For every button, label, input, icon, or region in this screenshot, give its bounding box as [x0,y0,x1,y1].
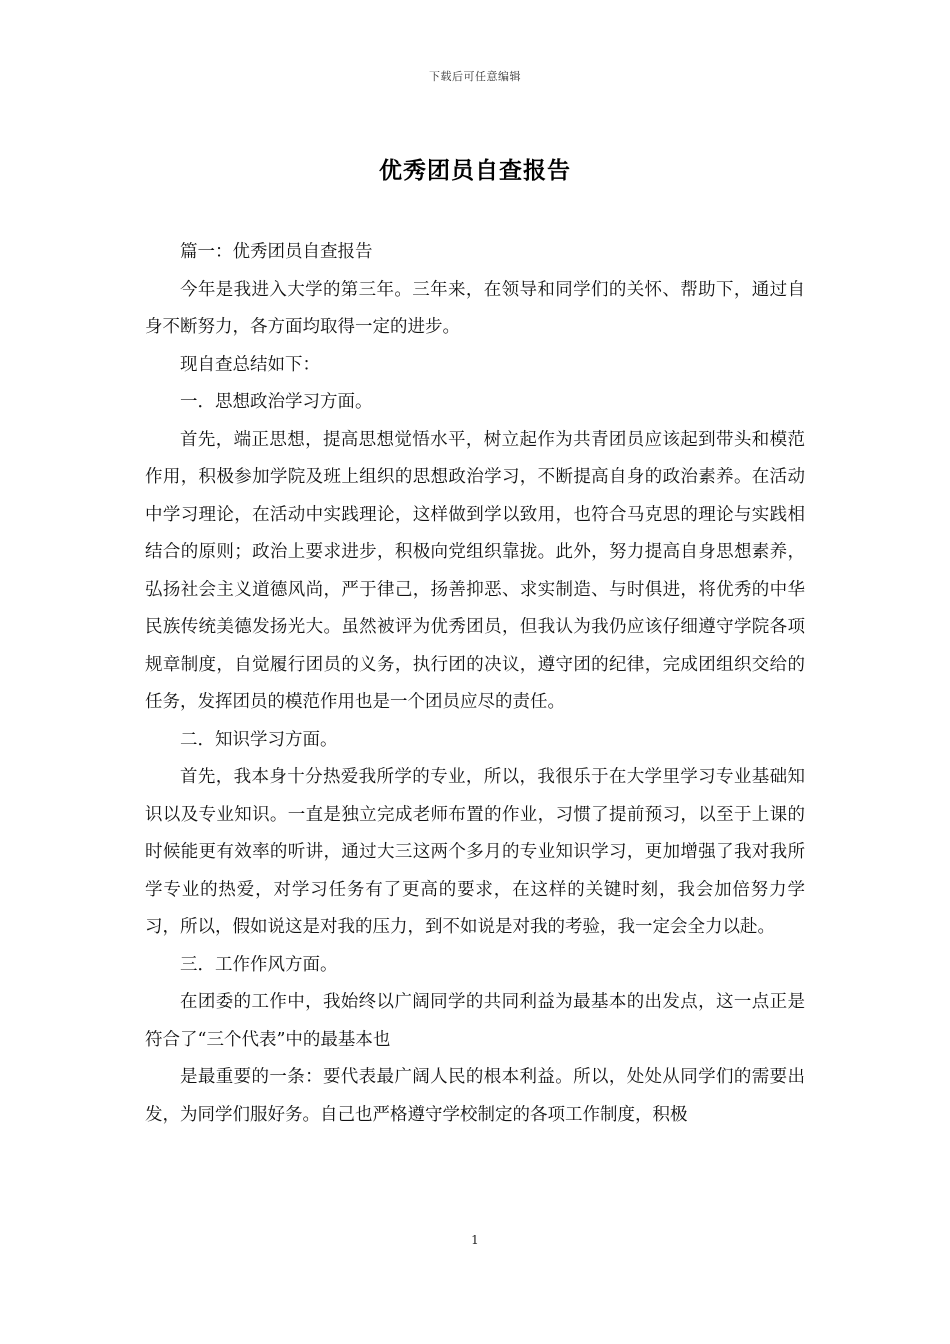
paragraph: 首先，端正思想，提高思想觉悟水平，树立起作为共青团员应该起到带头和模范作用，积极参加学院及班上组织的思想政治学习，不断提高自身的政治素养。在活动中学习理论，在活动中实践理论，这样做到学以致用，也符合马克思的理论与实践相结合的原则；政治上要求进步，积极向党组织靠拢。此外，努力提高自身思想素养，弘扬社会主义道德风尚，严于律己，扬善抑恶、求实制造、与时俱进，将优秀的中华民族传统美德发扬光大。虽然被评为优秀团员，但我认为我仍应该仔细遵守学院各项规章制度，自觉履行团员的义务，执行团的决议，遵守团的纪律，完成团组织交给的任务，发挥团员的模范作用也是一个团员应尽的责任。 [145,429,805,712]
paragraph: 首先，我本身十分热爱我所学的专业，所以，我很乐于在大学里学习专业基础知识以及专业知识。一直是独立完成老师布置的作业，习惯了提前预习，以至于上课的时候能更有效率的听讲，通过大三这两个多月的专业知识学习，更加增强了我对我所学专业的热爱，对学习任务有了更高的要求，在这样的关键时刻，我会加倍努力学习，所以，假如说这是对我的压力，到不如说是对我的考验，我一定会全力以赴。 [145,767,805,937]
document-body [145,234,805,1134]
section-heading: 二．知识学习方面。 [180,729,338,750]
section-heading: 篇一：优秀团员自查报告 [180,242,373,262]
section-heading: 三．工作作风方面。 [180,954,338,975]
page-number: 1 [471,1233,479,1247]
section-heading: 一．思想政治学习方面。 [180,392,373,412]
document-title: 优秀团员自查报告 [379,158,571,184]
paragraph: 今年是我进入大学的第三年。三年来，在领导和同学们的关怀、帮助下，通过自身不断努力，各方面均取得一定的进步。 [145,279,805,337]
paragraph: 在团委的工作中，我始终以广阔同学的共同利益为最基本的出发点，这一点正是符合了“三个代表”中的最基本也 [145,992,805,1050]
header-note: 下载后可任意编辑 [429,70,521,83]
paragraph: 是最重要的一条：要代表最广阔人民的根本利益。所以，处处从同学们的需要出发，为同学们服好务。自己也严格遵守学校制定的各项工作制度，积极 [145,1067,805,1125]
paragraph: 现自查总结如下： [180,354,320,375]
